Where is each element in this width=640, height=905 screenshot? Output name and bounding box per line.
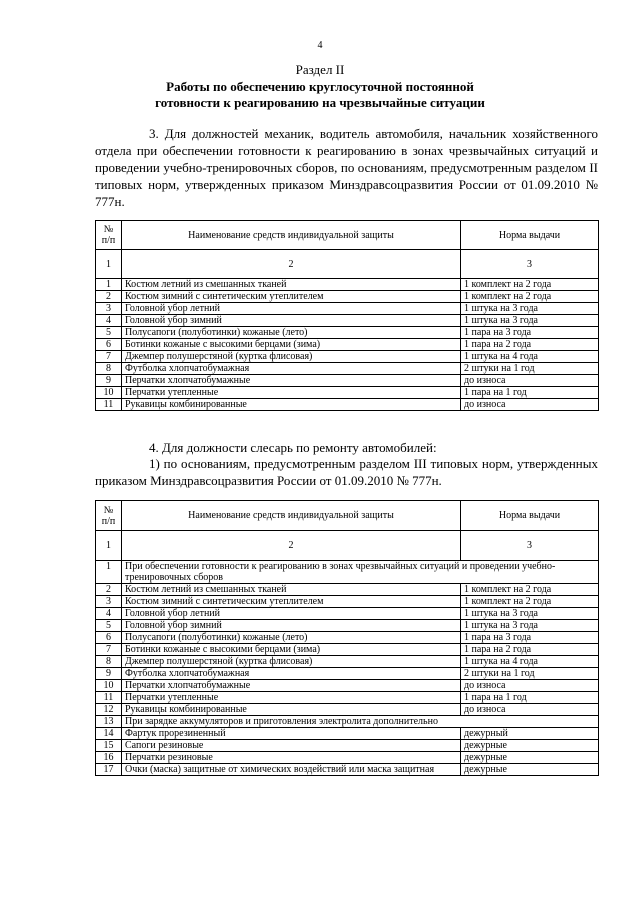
issue-norm: 1 штука на 3 года	[461, 303, 599, 315]
row-number: 7	[96, 644, 122, 656]
item-name: Перчатки хлопчатобумажные	[122, 375, 461, 387]
issue-norm: до износа	[461, 375, 599, 387]
issue-norm: дежурные	[461, 740, 599, 752]
page-number: 4	[317, 40, 323, 51]
table-row	[96, 596, 599, 608]
paragraph-4-1-text: 1) по основаниям, предусмотренным разделом III типовых норм, утвержденных приказом Минздравсоцразвития России от 01.09.2010 № 777н.	[95, 456, 598, 488]
section-heading	[0, 79, 640, 111]
table-row	[96, 387, 599, 399]
row-number: 6	[96, 339, 122, 351]
item-name: Полусапоги (полуботинки) кожаные (лето)	[122, 327, 461, 339]
ppe-table-2	[95, 500, 599, 776]
table-row	[96, 584, 599, 596]
item-name: Костюм летний из смешанных тканей	[122, 584, 461, 596]
table-1-body	[96, 279, 599, 411]
item-name: Костюм зимний с синтетическим утеплителем	[122, 596, 461, 608]
table-row	[96, 327, 599, 339]
table-row	[96, 704, 599, 716]
section-heading-line1: Работы по обеспечению круглосуточной постоянной	[166, 79, 474, 94]
item-name: Футболка хлопчатобумажная	[122, 363, 461, 375]
issue-norm: 1 штука на 3 года	[461, 315, 599, 327]
issue-norm: дежурный	[461, 728, 599, 740]
row-number: 15	[96, 740, 122, 752]
row-number: 4	[96, 315, 122, 327]
table-row	[96, 620, 599, 632]
colnum-1: 1	[96, 250, 122, 279]
item-name: Перчатки утепленные	[122, 692, 461, 704]
group-row	[96, 561, 599, 584]
row-number: 2	[96, 291, 122, 303]
row-number: 13	[96, 716, 122, 728]
table-2-body-part2	[96, 728, 599, 776]
row-number: 5	[96, 327, 122, 339]
item-name: Джемпер полушерстяной (куртка флисовая)	[122, 656, 461, 668]
row-number: 10	[96, 680, 122, 692]
row-number: 10	[96, 387, 122, 399]
table-row	[96, 291, 599, 303]
table-row	[96, 351, 599, 363]
section-label: Раздел II	[295, 62, 345, 77]
issue-norm: 1 пара на 2 года	[461, 644, 599, 656]
table-row	[96, 764, 599, 776]
issue-norm: 2 штуки на 1 год	[461, 363, 599, 375]
row-number: 16	[96, 752, 122, 764]
item-name: Очки (маска) защитные от химических воздействий или маска защитная	[122, 764, 461, 776]
item-name: Сапоги резиновые	[122, 740, 461, 752]
group-title: При зарядке аккумуляторов и приготовления электролита дополнительно	[122, 716, 599, 728]
row-number: 11	[96, 692, 122, 704]
ppe-table-1	[95, 220, 599, 411]
table-row	[96, 644, 599, 656]
item-name: Рукавицы комбинированные	[122, 704, 461, 716]
table-row	[96, 315, 599, 327]
row-number: 9	[96, 668, 122, 680]
item-name: Перчатки утепленные	[122, 387, 461, 399]
header-num: № п/п	[96, 501, 122, 531]
issue-norm: 1 пара на 2 года	[461, 339, 599, 351]
item-name: Перчатки резиновые	[122, 752, 461, 764]
row-number: 1	[96, 279, 122, 291]
item-name: Головной убор зимний	[122, 315, 461, 327]
issue-norm: 1 пара на 3 года	[461, 632, 599, 644]
row-number: 2	[96, 584, 122, 596]
table-row	[96, 363, 599, 375]
table-row	[96, 740, 599, 752]
table-row	[96, 632, 599, 644]
issue-norm: 2 штуки на 1 год	[461, 668, 599, 680]
colnum-3: 3	[461, 250, 599, 279]
paragraph-3	[95, 125, 598, 210]
colnum-1: 1	[96, 531, 122, 561]
issue-norm: до износа	[461, 680, 599, 692]
issue-norm: до износа	[461, 704, 599, 716]
table-header-row	[96, 501, 599, 531]
issue-norm: 1 штука на 3 года	[461, 620, 599, 632]
issue-norm: 1 комплект на 2 года	[461, 596, 599, 608]
header-num: № п/п	[96, 221, 122, 250]
item-name: Головной убор зимний	[122, 620, 461, 632]
colnum-2: 2	[122, 250, 461, 279]
issue-norm: дежурные	[461, 764, 599, 776]
table-row	[96, 680, 599, 692]
table-row	[96, 668, 599, 680]
group-title: При обеспечении готовности к реагированию в зонах чрезвычайных ситуаций и проведении учебно-тренировочных сборов	[122, 561, 599, 584]
item-name: Джемпер полушерстяной (куртка флисовая)	[122, 351, 461, 363]
item-name: Ботинки кожаные с высокими берцами (зима)	[122, 644, 461, 656]
table-row	[96, 303, 599, 315]
table-row	[96, 279, 599, 291]
issue-norm: 1 штука на 4 года	[461, 351, 599, 363]
table-2-body	[96, 561, 599, 584]
item-name: Рукавицы комбинированные	[122, 399, 461, 411]
row-number: 4	[96, 608, 122, 620]
table-2-group2	[96, 716, 599, 728]
item-name: Головной убор летний	[122, 608, 461, 620]
table-row	[96, 399, 599, 411]
item-name: Головной убор летний	[122, 303, 461, 315]
row-number: 3	[96, 303, 122, 315]
paragraph-4	[95, 439, 598, 456]
row-number: 8	[96, 656, 122, 668]
paragraph-3-text: 3. Для должностей механик, водитель автомобиля, начальник хозяйственного отдела при обеспечении готовности к реагированию в зонах чрезвычайных ситуаций и проведении учебно-тренировочных сборов, по основаниям, предусмотренным разделом II типовых норм, утвержденных приказом Минздравсоцразвития России от 01.09.2010 № 777н.	[95, 126, 598, 209]
item-name: Фартук прорезиненный	[122, 728, 461, 740]
group-row	[96, 716, 599, 728]
issue-norm: 1 комплект на 2 года	[461, 279, 599, 291]
table-row	[96, 692, 599, 704]
table-row	[96, 608, 599, 620]
paragraph-4-1	[95, 455, 598, 489]
row-number: 11	[96, 399, 122, 411]
table-row	[96, 752, 599, 764]
table-row	[96, 656, 599, 668]
issue-norm: 1 комплект на 2 года	[461, 291, 599, 303]
issue-norm: 1 пара на 3 года	[461, 327, 599, 339]
issue-norm: 1 пара на 1 год	[461, 387, 599, 399]
row-number: 14	[96, 728, 122, 740]
table-header-row	[96, 221, 599, 250]
item-name: Костюм зимний с синтетическим утеплителем	[122, 291, 461, 303]
item-name: Костюм летний из смешанных тканей	[122, 279, 461, 291]
row-number: 8	[96, 363, 122, 375]
table-2-body-part1	[96, 584, 599, 716]
issue-norm: 1 комплект на 2 года	[461, 584, 599, 596]
row-number: 6	[96, 632, 122, 644]
item-name: Футболка хлопчатобумажная	[122, 668, 461, 680]
paragraph-4-text: 4. Для должности слесарь по ремонту автомобилей:	[149, 440, 437, 455]
table-colnum-row	[96, 250, 599, 279]
row-number: 3	[96, 596, 122, 608]
section-heading-line2: готовности к реагированию на чрезвычайные ситуации	[155, 95, 485, 110]
row-number: 7	[96, 351, 122, 363]
issue-norm: 1 штука на 4 года	[461, 656, 599, 668]
item-name: Полусапоги (полуботинки) кожаные (лето)	[122, 632, 461, 644]
header-norm: Норма выдачи	[461, 221, 599, 250]
colnum-3: 3	[461, 531, 599, 561]
row-number: 1	[96, 561, 122, 584]
item-name: Перчатки хлопчатобумажные	[122, 680, 461, 692]
header-name: Наименование средств индивидуальной защиты	[122, 221, 461, 250]
issue-norm: 1 пара на 1 год	[461, 692, 599, 704]
row-number: 12	[96, 704, 122, 716]
issue-norm: дежурные	[461, 752, 599, 764]
table-row	[96, 728, 599, 740]
item-name: Ботинки кожаные с высокими берцами (зима)	[122, 339, 461, 351]
issue-norm: 1 штука на 3 года	[461, 608, 599, 620]
row-number: 5	[96, 620, 122, 632]
table-row	[96, 339, 599, 351]
issue-norm: до износа	[461, 399, 599, 411]
table-colnum-row	[96, 531, 599, 561]
colnum-2: 2	[122, 531, 461, 561]
header-norm: Норма выдачи	[461, 501, 599, 531]
table-row	[96, 375, 599, 387]
row-number: 17	[96, 764, 122, 776]
header-name: Наименование средств индивидуальной защиты	[122, 501, 461, 531]
row-number: 9	[96, 375, 122, 387]
